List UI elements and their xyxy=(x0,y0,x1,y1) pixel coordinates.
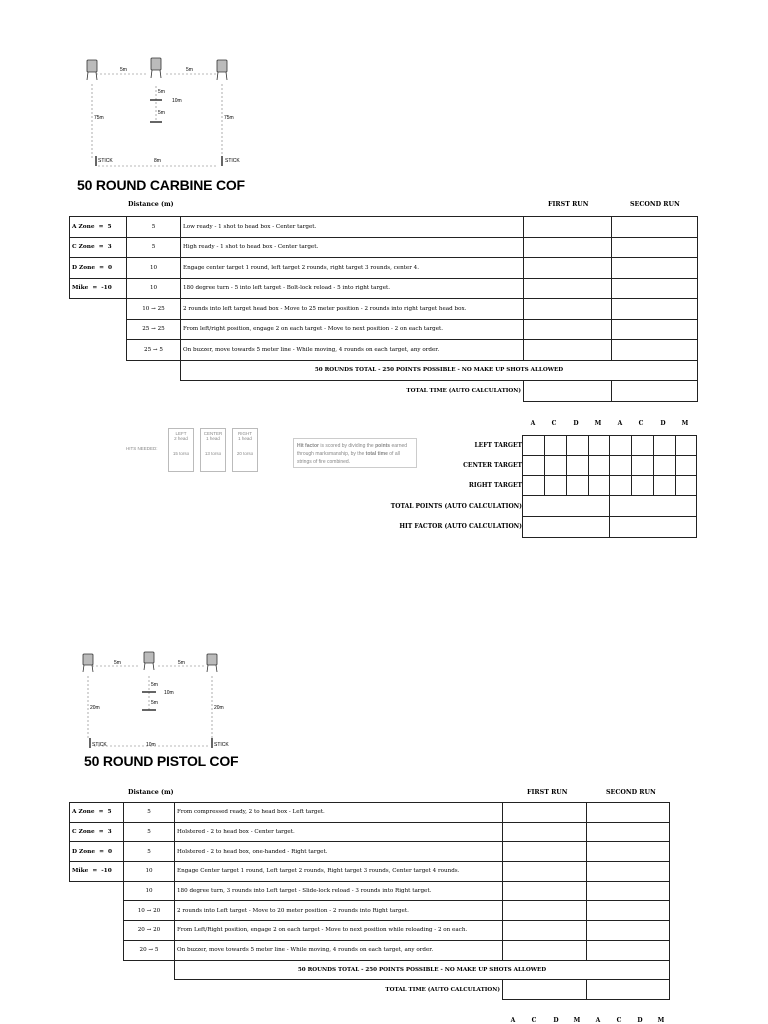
description-cell: Low ready - 1 shot to head box - Center target. xyxy=(181,217,524,238)
total-time-first-run[interactable] xyxy=(503,980,587,1000)
table-row xyxy=(70,299,698,320)
left-box-torso: 15 torso xyxy=(172,451,190,456)
first-run-cell[interactable] xyxy=(503,940,587,960)
center-target-label: CENTER TARGET xyxy=(463,462,522,469)
first-run-cell[interactable] xyxy=(524,278,612,299)
second-run-cell[interactable] xyxy=(587,901,670,921)
pistol-stick-left: STICK xyxy=(92,742,107,748)
carbine-title: 50 ROUND CARBINE COF xyxy=(77,177,245,193)
total-rounds-banner: 50 ROUNDS TOTAL - 250 POINTS POSSIBLE - NO MAKE UP SHOTS ALLOWED xyxy=(175,960,670,980)
total-time-label: TOTAL TIME (AUTO CALCULATION) xyxy=(385,986,500,993)
carbine-range-diagram xyxy=(84,56,244,174)
first-run-cell[interactable] xyxy=(503,803,587,823)
zone-cell: C Zone = 3 xyxy=(70,822,124,842)
pistol-dist-top-left: 5m xyxy=(114,660,121,666)
right-box-name: RIGHT xyxy=(238,431,252,436)
second-run-cell[interactable] xyxy=(612,258,698,279)
left-target-label: LEFT TARGET xyxy=(474,442,522,449)
zone-cell: A Zone = 5 xyxy=(70,217,127,238)
score-letter: A xyxy=(595,1017,601,1024)
right-box-torso: 20 torso xyxy=(236,451,254,456)
score-letter: C xyxy=(551,420,557,427)
carbine-score-grid xyxy=(522,435,697,538)
carbine-diagram xyxy=(84,56,244,174)
score-row-left xyxy=(523,436,697,456)
table-row xyxy=(70,217,698,238)
first-run-cell[interactable] xyxy=(524,340,612,361)
left-box-name: LEFT xyxy=(175,431,187,436)
zone-cell: Mike = -10 xyxy=(70,862,124,882)
center-box-head: 1 head xyxy=(206,436,220,441)
description-cell: High ready - 1 shot to head box - Center target. xyxy=(181,237,524,258)
description-cell: 180 degree turn - 5 into left target - Bolt-lock reload - 5 into right target. xyxy=(181,278,524,299)
pistol-header-second-run: SECOND RUN xyxy=(606,789,656,796)
second-run-cell[interactable] xyxy=(587,940,670,960)
table-row xyxy=(70,862,670,882)
total-rounds-banner: 50 ROUNDS TOTAL - 250 POINTS POSSIBLE - NO MAKE UP SHOTS ALLOWED xyxy=(181,360,698,381)
table-row xyxy=(70,980,670,1000)
right-box-head: 1 head xyxy=(238,436,252,441)
carbine-header-distance: Distance (m) xyxy=(128,201,174,208)
center-box-torso: 13 torso xyxy=(204,451,222,456)
distance-cell: 10 xyxy=(124,862,175,882)
hit-factor-note: Hit factor is scored by dividing the points earned through marksmanship, by the total time of all strings of fire combined. xyxy=(293,438,417,468)
left-target-box xyxy=(168,428,194,472)
description-cell: Engage center target 1 round, left target 2 rounds, right target 3 rounds, center 4. xyxy=(181,258,524,279)
score-letter: D xyxy=(573,420,579,427)
score-letter: M xyxy=(681,420,689,427)
second-run-cell[interactable] xyxy=(612,319,698,340)
score-row-right xyxy=(523,476,697,496)
pistol-range-diagram xyxy=(80,650,230,750)
zone-cell: Mike = -10 xyxy=(70,278,127,299)
distance-cell: 10 xyxy=(127,278,181,299)
carbine-header-second-run: SECOND RUN xyxy=(630,201,680,208)
distance-cell: 5 xyxy=(124,842,175,862)
distance-cell: 5 xyxy=(124,803,175,823)
first-run-cell[interactable] xyxy=(503,901,587,921)
first-run-cell[interactable] xyxy=(503,862,587,882)
pistol-dist-right: 20m xyxy=(214,705,224,711)
right-target-label: RIGHT TARGET xyxy=(468,482,522,489)
description-cell: 2 rounds into Left target - Move to 20 meter position - 2 rounds into Right target. xyxy=(175,901,503,921)
score-letter: M xyxy=(594,420,602,427)
hit-factor-label: HIT FACTOR (AUTO CALCULATION) xyxy=(399,523,522,530)
description-cell: Holstered - 2 to head box - Center target. xyxy=(175,822,503,842)
description-cell: From left/right position, engage 2 on each target - Move to next position - 2 on each target. xyxy=(181,319,524,340)
table-row xyxy=(70,881,670,901)
table-row xyxy=(70,360,698,381)
description-cell: From Left/Right position, engage 2 on each target - Move to next position while reloading - 2 on each. xyxy=(175,921,503,941)
table-row xyxy=(70,237,698,258)
table-row xyxy=(70,960,670,980)
first-run-cell[interactable] xyxy=(524,258,612,279)
description-cell: On buzzer, move towards 5 meter line - While moving, 4 rounds on each target, any order. xyxy=(181,340,524,361)
total-points-row xyxy=(523,496,697,517)
table-row xyxy=(70,822,670,842)
pistol-stick-right: STICK xyxy=(214,742,229,748)
score-letter: A xyxy=(530,420,536,427)
description-cell: From compressed ready, 2 to head box - Left target. xyxy=(175,803,503,823)
first-run-cell[interactable] xyxy=(503,842,587,862)
pistol-title: 50 ROUND PISTOL COF xyxy=(84,753,239,769)
pistol-cof-table xyxy=(69,802,670,1000)
distance-cell: 25 → 25 xyxy=(127,319,181,340)
second-run-cell[interactable] xyxy=(612,340,698,361)
second-run-cell[interactable] xyxy=(587,862,670,882)
hits-needed-label: HITS NEEDED: xyxy=(126,446,158,451)
score-letter: C xyxy=(638,420,644,427)
distance-cell: 20 → 20 xyxy=(124,921,175,941)
table-row xyxy=(70,258,698,279)
left-box-head: 2 head xyxy=(174,436,188,441)
total-points-label: TOTAL POINTS (AUTO CALCULATION) xyxy=(390,503,522,510)
table-row xyxy=(70,340,698,361)
first-run-cell[interactable] xyxy=(524,237,612,258)
distance-cell: 20 → 5 xyxy=(124,940,175,960)
second-run-cell[interactable] xyxy=(612,217,698,238)
pistol-diagram xyxy=(80,650,230,750)
score-letter: C xyxy=(616,1017,622,1024)
description-cell: 180 degree turn, 3 rounds into Left target - Slide-lock reload - 3 rounds into Right target. xyxy=(175,881,503,901)
carbine-dist-center-upper: 5m xyxy=(158,89,165,95)
second-run-cell[interactable] xyxy=(612,299,698,320)
right-target-box xyxy=(232,428,258,472)
pistol-header-first-run: FIRST RUN xyxy=(527,789,568,796)
distance-cell: 5 xyxy=(124,822,175,842)
second-run-cell[interactable] xyxy=(587,881,670,901)
description-cell: On buzzer, move towards 5 meter line - While moving, 4 rounds on each target, any order. xyxy=(175,940,503,960)
table-row xyxy=(70,901,670,921)
first-run-cell[interactable] xyxy=(524,319,612,340)
center-box-name: CENTER xyxy=(203,431,223,436)
distance-cell: 10 xyxy=(127,258,181,279)
score-row-center xyxy=(523,456,697,476)
table-row xyxy=(70,381,698,402)
pistol-dist-top-right: 5m xyxy=(178,660,185,666)
carbine-stick-right: STICK xyxy=(225,158,240,164)
table-row xyxy=(70,803,670,823)
pistol-dist-bottom: 10m xyxy=(146,742,156,748)
carbine-dist-center-lower: 5m xyxy=(158,110,165,116)
table-row xyxy=(70,319,698,340)
zone-cell: D Zone = 0 xyxy=(70,258,127,279)
zone-cell: C Zone = 3 xyxy=(70,237,127,258)
carbine-dist-bottom: 8m xyxy=(154,158,161,164)
zone-cell: D Zone = 0 xyxy=(70,842,124,862)
second-run-cell[interactable] xyxy=(612,237,698,258)
total-time-label: TOTAL TIME (AUTO CALCULATION) xyxy=(406,388,521,394)
pistol-dist-center-upper: 5m xyxy=(151,682,158,688)
table-row xyxy=(70,940,670,960)
hit-factor-row xyxy=(523,517,697,538)
distance-cell: 10 → 25 xyxy=(127,299,181,320)
pistol-dist-center-right: 10m xyxy=(164,690,174,696)
description-cell: Engage Center target 1 round, Left target 2 rounds, Right target 3 rounds, Center target 4 rounds. xyxy=(175,862,503,882)
distance-cell: 10 xyxy=(124,881,175,901)
first-run-cell[interactable] xyxy=(524,217,612,238)
first-run-cell[interactable] xyxy=(503,822,587,842)
hits-needed-graphic xyxy=(126,426,261,474)
total-time-second-run[interactable] xyxy=(587,980,670,1000)
description-cell: Holstered - 2 to head box, one-handed - Right target. xyxy=(175,842,503,862)
score-letter: A xyxy=(510,1017,516,1024)
carbine-dist-left: 75m xyxy=(94,115,104,121)
first-run-cell[interactable] xyxy=(524,299,612,320)
score-letter: C xyxy=(531,1017,537,1024)
pistol-dist-left: 20m xyxy=(90,705,100,711)
score-letter: D xyxy=(553,1017,559,1024)
second-run-cell[interactable] xyxy=(587,803,670,823)
total-time-first-run[interactable] xyxy=(524,381,612,402)
center-target-box xyxy=(200,428,226,472)
carbine-cof-table xyxy=(69,216,698,402)
distance-cell: 5 xyxy=(127,217,181,238)
second-run-cell[interactable] xyxy=(587,822,670,842)
pistol-dist-center-lower: 5m xyxy=(151,700,158,706)
second-run-cell[interactable] xyxy=(587,921,670,941)
carbine-header-first-run: FIRST RUN xyxy=(548,201,589,208)
total-time-second-run[interactable] xyxy=(612,381,698,402)
score-letter: D xyxy=(637,1017,643,1024)
second-run-cell[interactable] xyxy=(612,278,698,299)
description-cell: 2 rounds into left target head box - Move to 25 meter position - 2 rounds into right target head box. xyxy=(181,299,524,320)
table-row xyxy=(70,842,670,862)
second-run-cell[interactable] xyxy=(587,842,670,862)
carbine-stick-left: STICK xyxy=(98,158,113,164)
first-run-cell[interactable] xyxy=(503,881,587,901)
carbine-dist-center-right: 10m xyxy=(172,98,182,104)
carbine-dist-top-left: 5m xyxy=(120,67,127,73)
pistol-header-distance: Distance (m) xyxy=(128,789,174,796)
carbine-dist-top-right: 5m xyxy=(186,67,193,73)
distance-cell: 25 → 5 xyxy=(127,340,181,361)
zone-cell: A Zone = 5 xyxy=(70,803,124,823)
distance-cell: 10 → 20 xyxy=(124,901,175,921)
score-letter: M xyxy=(573,1017,581,1024)
first-run-cell[interactable] xyxy=(503,921,587,941)
score-letter: M xyxy=(657,1017,665,1024)
score-letter: D xyxy=(660,420,666,427)
carbine-dist-right: 75m xyxy=(224,115,234,121)
table-row xyxy=(70,921,670,941)
score-letter: A xyxy=(617,420,623,427)
table-row xyxy=(70,278,698,299)
distance-cell: 5 xyxy=(127,237,181,258)
